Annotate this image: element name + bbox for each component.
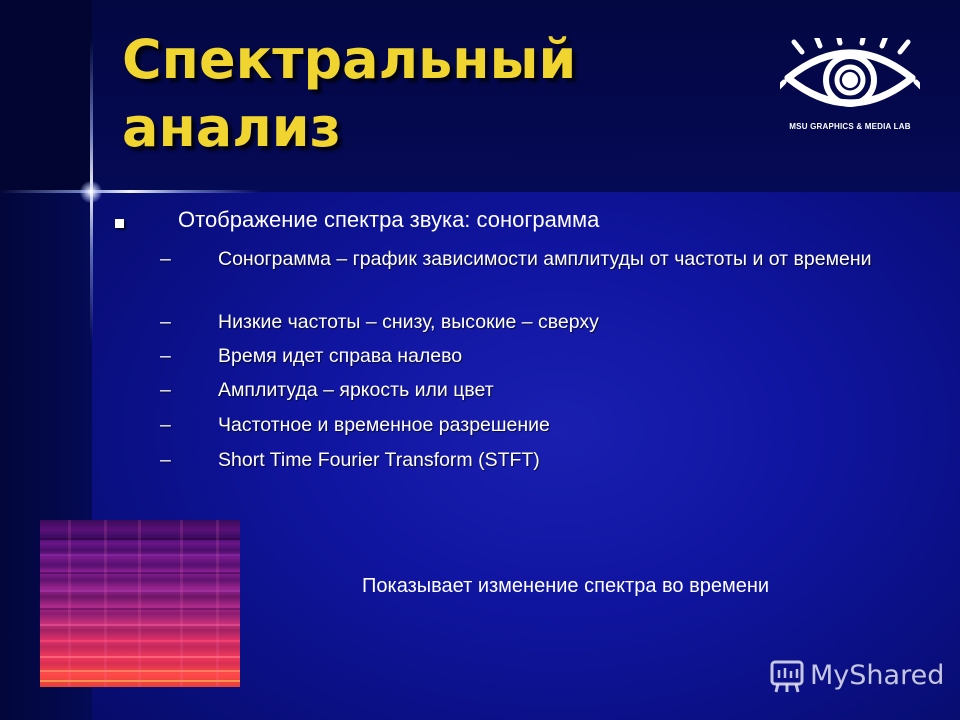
dash-bullet: – [160,345,171,367]
sub-item-text: Частотное и временное разрешение [218,414,550,436]
dash-bullet: – [160,248,171,270]
main-bullet-text: Отображение спектра звука: сонограмма [178,207,600,232]
sub-item-text: Сонограмма – график зависимости амплитуды от частоты и от времени [218,248,872,270]
spectrogram-image [40,520,240,687]
sub-item-text: Short Time Fourier Transform (STFT) [218,449,540,471]
sub-item-text: Амплитуда – яркость или цвет [218,379,494,401]
light-flare-center [80,181,102,203]
sub-item-text: Низкие частоты – снизу, высокие – сверху [218,311,599,333]
msu-logo [780,38,920,138]
myshared-logo-icon [768,658,806,696]
spectrogram-column [138,520,141,687]
logo-caption: MSU GRAPHICS & MEDIA LAB [789,122,911,131]
myshared-watermark[interactable] [768,656,944,696]
square-bullet-icon [115,219,124,228]
slide-title [122,26,682,162]
spectrogram-column [216,520,219,687]
light-flare-horizontal [0,190,260,193]
dash-bullet: – [160,379,171,401]
sub-item-text: Время идет справа налево [218,345,463,367]
dash-bullet: – [160,311,171,333]
spectrogram-column [68,520,71,687]
spectrogram-column [104,520,107,687]
corner-band [0,0,92,192]
spectrogram-column [180,520,183,687]
eye-logo-icon [780,38,920,122]
title-line-2: анализ [122,96,341,159]
title-line-1: Спектральный [122,28,577,91]
dash-bullet: – [160,414,171,436]
spectrogram-caption: Показывает изменение спектра во времени [362,575,770,597]
watermark-text: MyShared [810,660,945,691]
dash-bullet: – [160,449,171,471]
